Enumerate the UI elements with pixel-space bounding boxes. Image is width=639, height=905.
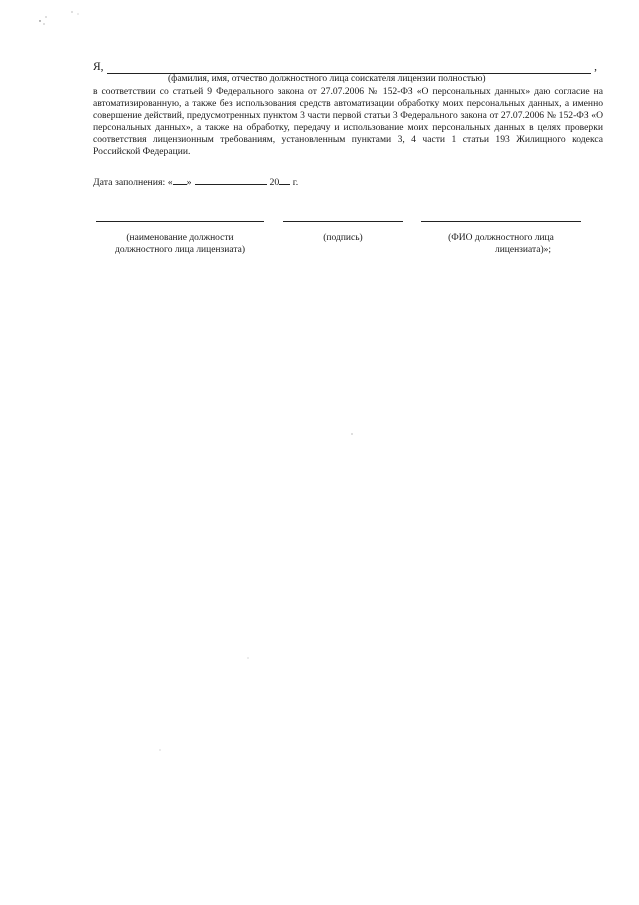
day-field[interactable]	[173, 175, 187, 185]
year-field[interactable]	[279, 175, 290, 185]
position-caption	[96, 232, 264, 256]
fio-caption	[421, 232, 581, 256]
signature-caption-text: (подпись)	[323, 233, 363, 243]
date-fill-line	[93, 175, 393, 189]
fio-caption-line-2: лицензиата)»;	[494, 245, 552, 255]
name-field-caption: (фамилия, имя, отчество должностного лица соискателя лицензии полностью)	[168, 74, 486, 84]
month-field[interactable]	[195, 175, 267, 185]
signature-field[interactable]	[283, 221, 403, 222]
position-field[interactable]	[96, 221, 264, 222]
ya-prefix: Я,	[93, 61, 104, 73]
year-suffix: г.	[290, 177, 299, 188]
fio-field[interactable]	[421, 221, 581, 222]
consent-paragraph: в соответствии со статьей 9 Федерального закона от 27.07.2006 № 152-ФЗ «О персональных данных» даю согласие на автоматизированную, а также без использования средств автоматизации обработку моих персональных данных, а именно совершение действий, предусмотренных пунктом 3 части первой статьи 3 Федерального закона от 27.07.2006 № 152-ФЗ «О персональных данных», а также на обработку, передачу и использование моих персональных данных в целях проверки соответствия лицензионным требованиям, установленным пунктами 3, 4 части 1 статьи 193 Жилищного кодекса Российской Федерации.	[93, 86, 603, 157]
position-caption-line-2: должностного лица лицензиата)	[115, 245, 245, 255]
signature-caption	[283, 232, 403, 244]
date-close-quote: »	[186, 177, 192, 188]
position-caption-line-1: (наименование должности	[126, 233, 234, 243]
date-label: Дата заполнения: «	[93, 177, 173, 188]
ya-comma: ,	[594, 61, 597, 73]
year-prefix: 20	[269, 177, 280, 188]
fio-caption-line-1: (ФИО должностного лица	[448, 233, 554, 243]
